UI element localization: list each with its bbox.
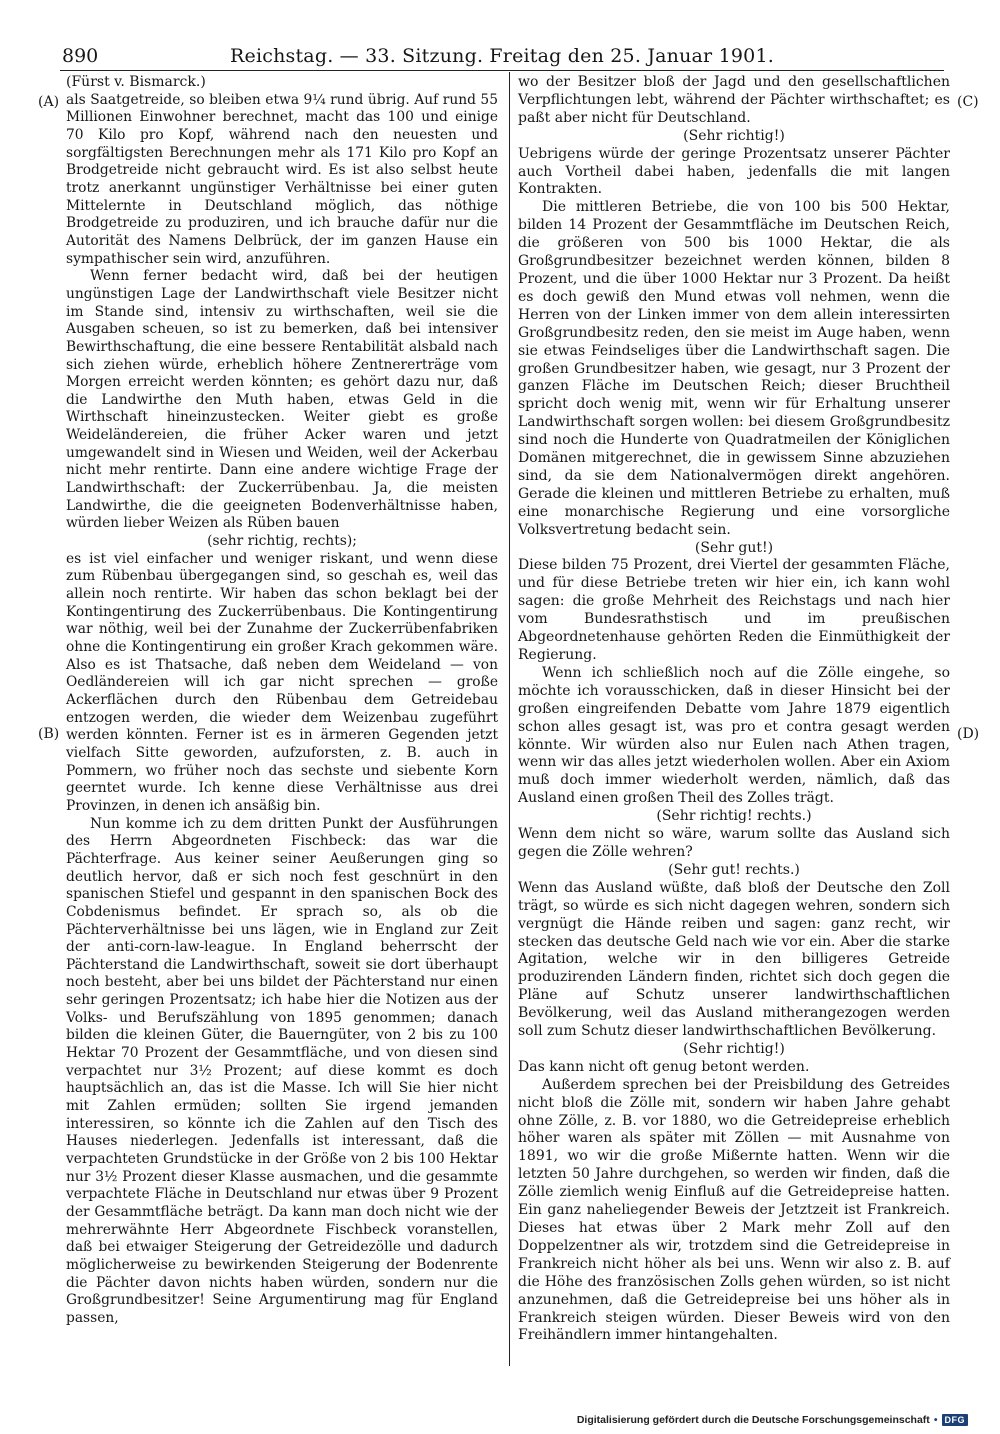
right-column [518,74,950,1345]
paragraph: Nun komme ich zu dem dritten Punkt der Ausführungen des Herrn Abgeordneten Fischbeck: das war die Pächterfrage. Aus keiner seiner Aeußerungen ging so deutlich hervor, daß er sich noch fest geschnürt in den spanischen Stiefel und gespannt in den spanischen Bock des Cobdenismus befindet. Er sprach so, als ob die Pächterverhältnisse bei uns lägen, wie in England zur Zeit der anti-corn-law-league. In England beherrscht der Pächterstand die Landwirthschaft, soweit sie dort überhaupt noch besteht, aber bei uns bildet der Pächterstand nur einen sehr geringen Prozentsatz; ich habe hier die Notizen aus der Volks- und Berufszählung von 1895 genommen; danach bilden die kleinen Güter, die Bauerngüter, von 2 bis zu 100 Hektar 70 Prozent der Gesammtfläche, und von diesen sind verpachtet nur 3½ Prozent; auf diese kommt es doch hauptsächlich an, das ist die Masse. Ich will Sie hier nicht mit Zahlen ermüden; sollten Sie irgend jemanden interessiren, so könnte ich die Zahlen auf den Tisch des Hauses niederlegen. Jedenfalls ist interessant, daß die verpachteten Grundstücke in der Größe von 2 bis 100 Hektar nur 3½ Prozent dieser Klasse ausmachen, und die gesammte verpachtete Fläche in Deutschland nur etwas über 9 Prozent der Gesammtfläche beträgt. Da kann man doch nicht wie der mehrerwähnte Herr Abgeordnete Fischbeck voranstellen, daß bei etwaiger Steigerung der Getreidezölle und dadurch möglicherweise zu bewirkenden Steigerung der Bodenrente die Pächter davon nichts haben würden, sondern nur die Großgrundbesitzer! Seine Argumentirung mag für England passen, [66,815,498,1326]
dfg-logo-icon: DFG [942,1414,969,1426]
running-title: Reichstag. — 33. Sitzung. Freitag den 25. Januar 1901. [230,45,774,67]
interjection: (Sehr richtig! rechts.) [656,808,812,825]
left-column [66,74,498,1328]
page-header [62,44,942,68]
paragraph: als Saatgetreide, so bleiben etwa 9¼ rund übrig. Auf rund 55 Millionen Einwohner berechnet, macht das 100 und einige 70 Kilo pro Kopf, während nach den neuesten und sorgfältigsten Berechnungen mehr als 171 Kilo pro Kopf an Brodgetreide nicht gebraucht wird. Es ist also selbst heute trotz anerkannt ungünstiger Verhältnisse bei einer guten Mittelernte in Deutschland möglich, das nöthige Brodgetreide zu produziren, und ich brauche dafür nur die Autorität des Namens Delbrück, der im ganzen Hause ein sympathischer sein wird, anzuführen. [66,91,498,267]
paragraph: Außerdem sprechen bei der Preisbildung des Getreides nicht bloß die Zölle mit, sondern wir haben Jahre gehabt ohne Zölle, z. B. vor 1880, wo die Getreidepreise erheblich höher waren als später mit Zöllen — mit Ausnahme von 1891, wo wir die große Mißernte hatten. Wenn wir die letzten 50 Jahre durchgehen, so werden wir finden, daß die Zölle ziemlich wenig Einfluß auf die Getreidepreise hatten. Ein ganz naheliegender Beweis der Jetztzeit ist Frankreich. Dieses hat etwas über 2 Mark mehr Zoll auf den Doppelzentner als wir, trotzdem sind die Getreidepreise in Frankreich nicht höher als bei uns. Wenn wir also z. B. auf die Höhe des französischen Zolls gehen würden, so ist nicht anzunehmen, daß die Getreidepreise bei uns höher als in Frankreich steigen würden. Dieser Beweis wird von den Freihändlern immer hintangehalten. [518,1076,950,1344]
footer-separator: • [933,1414,938,1426]
page-number: 890 [62,45,99,67]
column-divider [509,72,510,1366]
paragraph: wo der Besitzer bloß der Jagd und den gesellschaftlichen Verpflichtungen lebt, während der Pächter wirthschaftet; es paßt aber nicht für Deutschland. [518,74,950,126]
header-rule [60,70,944,71]
digitization-footer [577,1414,968,1426]
paragraph: Das kann nicht oft genug betont werden. [518,1058,810,1075]
paragraph: Wenn dem nicht so wäre, warum sollte das Ausland sich gegen die Zölle wehren? [518,826,950,860]
margin-mark-c: (C) [957,94,979,110]
paragraph: es ist viel einfacher und weniger riskant, und wenn diese zum Rübenbau übergegangen sind, so geschah es, weil das allein noch rentirte. Wir haben das schon beklagt bei der Kontingentirung des Zuckerrübenbaus. Die Kontingentirung war nöthig, weil bei der Zunahme der Zuckerrübenfabriken ohne die Kontingentirung ein großer Krach gekommen wäre. Also es ist Thatsache, daß neben dem Weideland — von Oedländereien will ich gar nicht sprechen — große Ackerflächen durch den Rübenbau dem Getreidebau entzogen werden, die wieder dem Weizenbau zugeführt werden könnten. Ferner ist es in ärmeren Gegenden jetzt vielfach Sitte geworden, aufzuforsten, z. B. auch in Pommern, wo früher noch das sechste und siebente Korn geerntet wurde. Ich kenne diese Verhältnisse aus drei Provinzen, in denen ich ansäßig bin. [66,550,498,814]
paragraph: Wenn ich schließlich noch auf die Zölle eingehe, so möchte ich vorausschicken, daß in dieser Hinsicht bei der großen eingreifenden Debatte vom Jahre 1879 eigentlich schon alles gesagt ist, was pro et contra gesagt werden könnte. Wir würden also nur Eulen nach Athen tragen, wenn wir das alles jetzt wiederholen wollen. Aber ein Axiom muß doch immer wiederholt werden, nämlich, daß das Ausland einen großen Theil des Zolles trägt. [518,664,950,807]
paragraph: Wenn das Ausland wüßte, daß bloß der Deutsche den Zoll trägt, so würde es sich nicht dagegen wehren, sondern sich vergnügt die Hände reiben und sagen: ganz recht, wir stecken das deutsche Geld nach wie vor ein. Aber die starke Agitation, welche wir in den billigeres Getreide produzirenden Ländern finden, richtet sich doch gegen die Pläne auf Schutz unserer landwirthschaftlichen Bevölkerung, weil das Ausland mitherangezogen werden soll zum Schutz dieser landwirthschaftlichen Bevölkerung. [518,879,950,1040]
paragraph: Die mittleren Betriebe, die von 100 bis 500 Hektar, bilden 14 Prozent der Gesammtfläche im Deutschen Reich, die größeren von 500 bis 1000 Hektar, die als Großgrundbesitzer bezeichnet werden können, bilden 8 Prozent, und die über 1000 Hektar nur 3 Prozent. Da heißt es doch gewiß den Mund etwas voll nehmen, wenn die Herren von der Linken immer von dem allein interessirten Großgrundbesitz reden, den sie meist im Auge haben, wenn sie etwas Feindseliges über die Landwirthschaft sagen. Die großen Grundbesitzer haben, wie gesagt, nur 3 Prozent der ganzen Fläche im Deutschen Reich; dieser Bruchtheil spricht doch wenig mit, wenn wir für Erhaltung unserer Landwirthschaft sorgen wollen: bei diesem Großgrundbesitz sind noch die Hunderte von Quadratmeilen der Königlichen Domänen mitgerechnet, die in gewissem Sinne abzuziehen sind, da sie dem Nationalvermögen direkt angehören. Gerade die kleinen und mittleren Betriebe zu erhalten, muß eine monarchische Regierung und eine vorsorgliche Volksvertretung bedacht sein. [518,199,950,538]
paragraph: Diese bilden 75 Prozent, drei Viertel der gesammten Fläche, und für diese Betriebe treten wir hier ein, ich kann wohl sagen: die große Mehrheit des Reichstags und nach hier vom Bundesrathstisch und im preußischen Abgeordnetenhause gehörten Reden die Einmüthigkeit der Regierung. [518,557,950,663]
paragraph: Wenn ferner bedacht wird, daß bei der heutigen ungünstigen Lage der Landwirthschaft viele Besitzer nicht im Stande sind, intensiv zu wirthschaften, weil sie die Ausgaben scheuen, so ist zu bemerken, daß bei intensiver Bewirthschaftung, die eine bessere Rentabilität alsbald nach sich ziehen würde, erheblich höhere Zentnererträge vom Morgen erreicht werden könnten; es gehört dazu nur, daß die Landwirthe den Muth haben, etwas Geld in die Wirthschaft hineinzustecken. Weiter giebt es große Weideländereien, die früher Acker waren und jetzt umgewandelt sind in Wiesen und Weiden, weil der Ackerbau nicht mehr rentirte. Dann eine andere wichtige Frage der Landwirthschaft: der Zuckerrübenbau. Ja, die meisten Landwirthe, die die geeigneten Bodenverhältnisse haben, würden lieber Weizen als Rüben bauen [66,268,498,532]
margin-mark-d: (D) [957,726,980,742]
margin-mark-a: (A) [38,94,60,110]
digitization-credit: Digitalisierung gefördert durch die Deutsche Forschungsgemeinschaft [576,1414,930,1426]
speaker-label: (Fürst v. Bismarck.) [66,74,206,90]
interjection: (Sehr gut! rechts.) [668,861,800,878]
interjection: (Sehr richtig!) [683,127,785,144]
interjection: (Sehr gut!) [694,539,774,556]
interjection: (Sehr richtig!) [683,1040,785,1057]
margin-mark-b: (B) [38,726,60,742]
paragraph: Uebrigens würde der geringe Prozentsatz unserer Pächter auch Vortheil dabei haben, jedenfalls die mit langen Kontrakten. [518,145,950,198]
interjection: (sehr richtig, rechts); [207,533,357,550]
